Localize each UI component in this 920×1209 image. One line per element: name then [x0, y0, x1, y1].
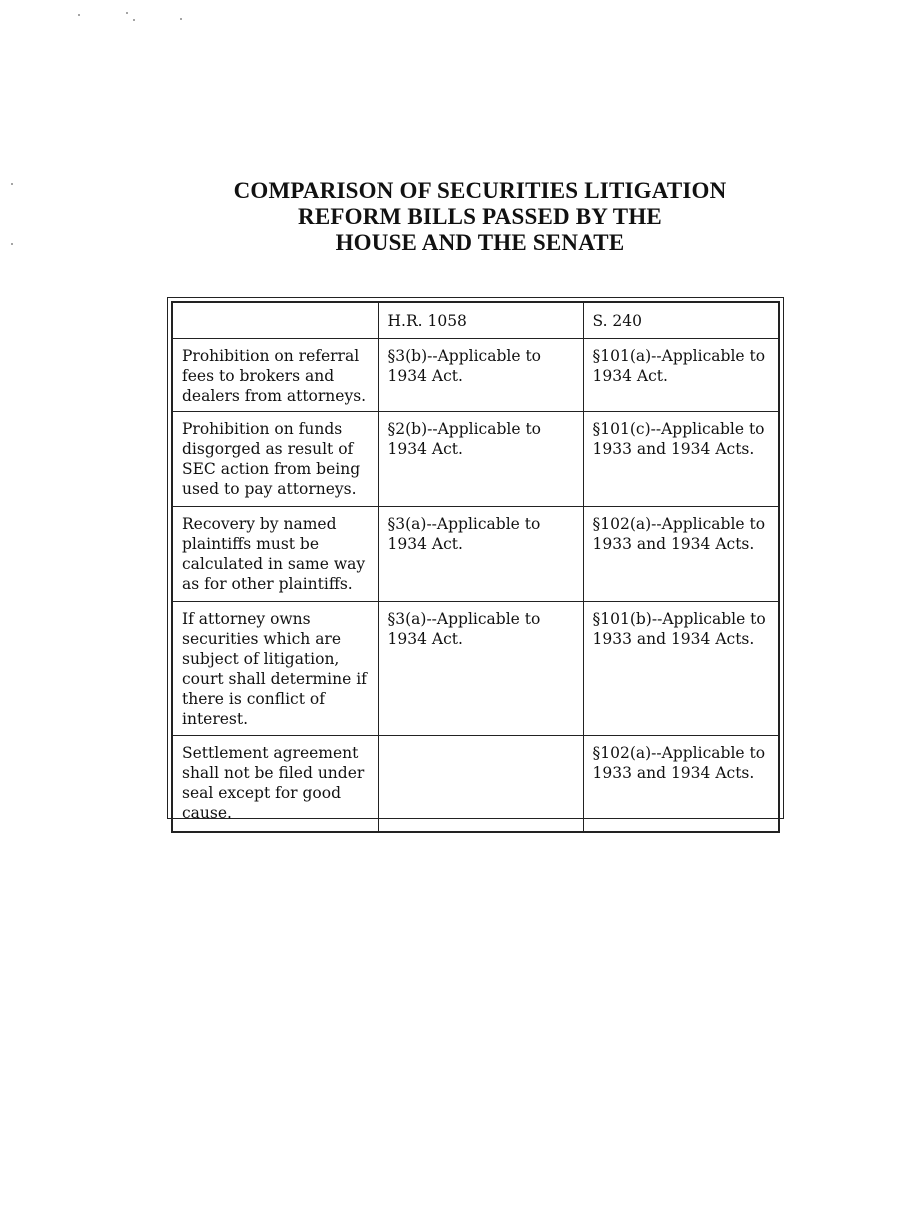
scan-speck [180, 18, 182, 20]
table-row [172, 339, 779, 412]
header-cell-provision [172, 302, 378, 339]
scan-speck [11, 243, 13, 245]
s240-cell: §102(a)--Applicable to 1933 and 1934 Acts. [583, 507, 779, 602]
table-row [172, 412, 779, 507]
table-row [172, 736, 779, 833]
table-row [172, 602, 779, 736]
provision-cell: Prohibition on referral fees to brokers and dealers from attorneys. [172, 339, 378, 412]
s240-cell: §101(b)--Applicable to 1933 and 1934 Acts. [583, 602, 779, 736]
title-line: HOUSE AND THE SENATE [335, 230, 625, 255]
provision-cell: Recovery by named plaintiffs must be calculated in same way as for other plaintiffs. [172, 507, 378, 602]
provision-cell: If attorney owns securities which are subject of litigation, court shall determine if there is conflict of interest. [172, 602, 378, 736]
hr1058-cell: §3(a)--Applicable to 1934 Act. [378, 507, 583, 602]
header-cell-hr1058: H.R. 1058 [378, 302, 583, 339]
hr1058-cell: §3(b)--Applicable to 1934 Act. [378, 339, 583, 412]
title-line: COMPARISON OF SECURITIES LITIGATION [233, 178, 727, 203]
comparison-table-frame [167, 297, 784, 822]
table-row [172, 507, 779, 602]
scan-speck [126, 12, 128, 14]
page-title [150, 178, 810, 256]
provision-cell: Prohibition on funds disgorged as result of SEC action from being used to pay attorneys. [172, 412, 378, 507]
title-line: REFORM BILLS PASSED BY THE [298, 204, 662, 229]
header-cell-s240: S. 240 [583, 302, 779, 339]
s240-cell: §101(a)--Applicable to 1934 Act. [583, 339, 779, 412]
hr1058-cell [378, 736, 583, 833]
s240-cell: §102(a)--Applicable to 1933 and 1934 Acts. [583, 736, 779, 833]
scan-speck [133, 19, 135, 21]
comparison-table [171, 301, 780, 833]
scan-speck [78, 14, 80, 16]
provision-cell: Settlement agreement shall not be filed under seal except for good cause. [172, 736, 378, 833]
scan-speck [11, 183, 13, 185]
hr1058-cell: §2(b)--Applicable to 1934 Act. [378, 412, 583, 507]
table-header-row [172, 302, 779, 339]
s240-cell: §101(c)--Applicable to 1933 and 1934 Acts. [583, 412, 779, 507]
hr1058-cell: §3(a)--Applicable to 1934 Act. [378, 602, 583, 736]
